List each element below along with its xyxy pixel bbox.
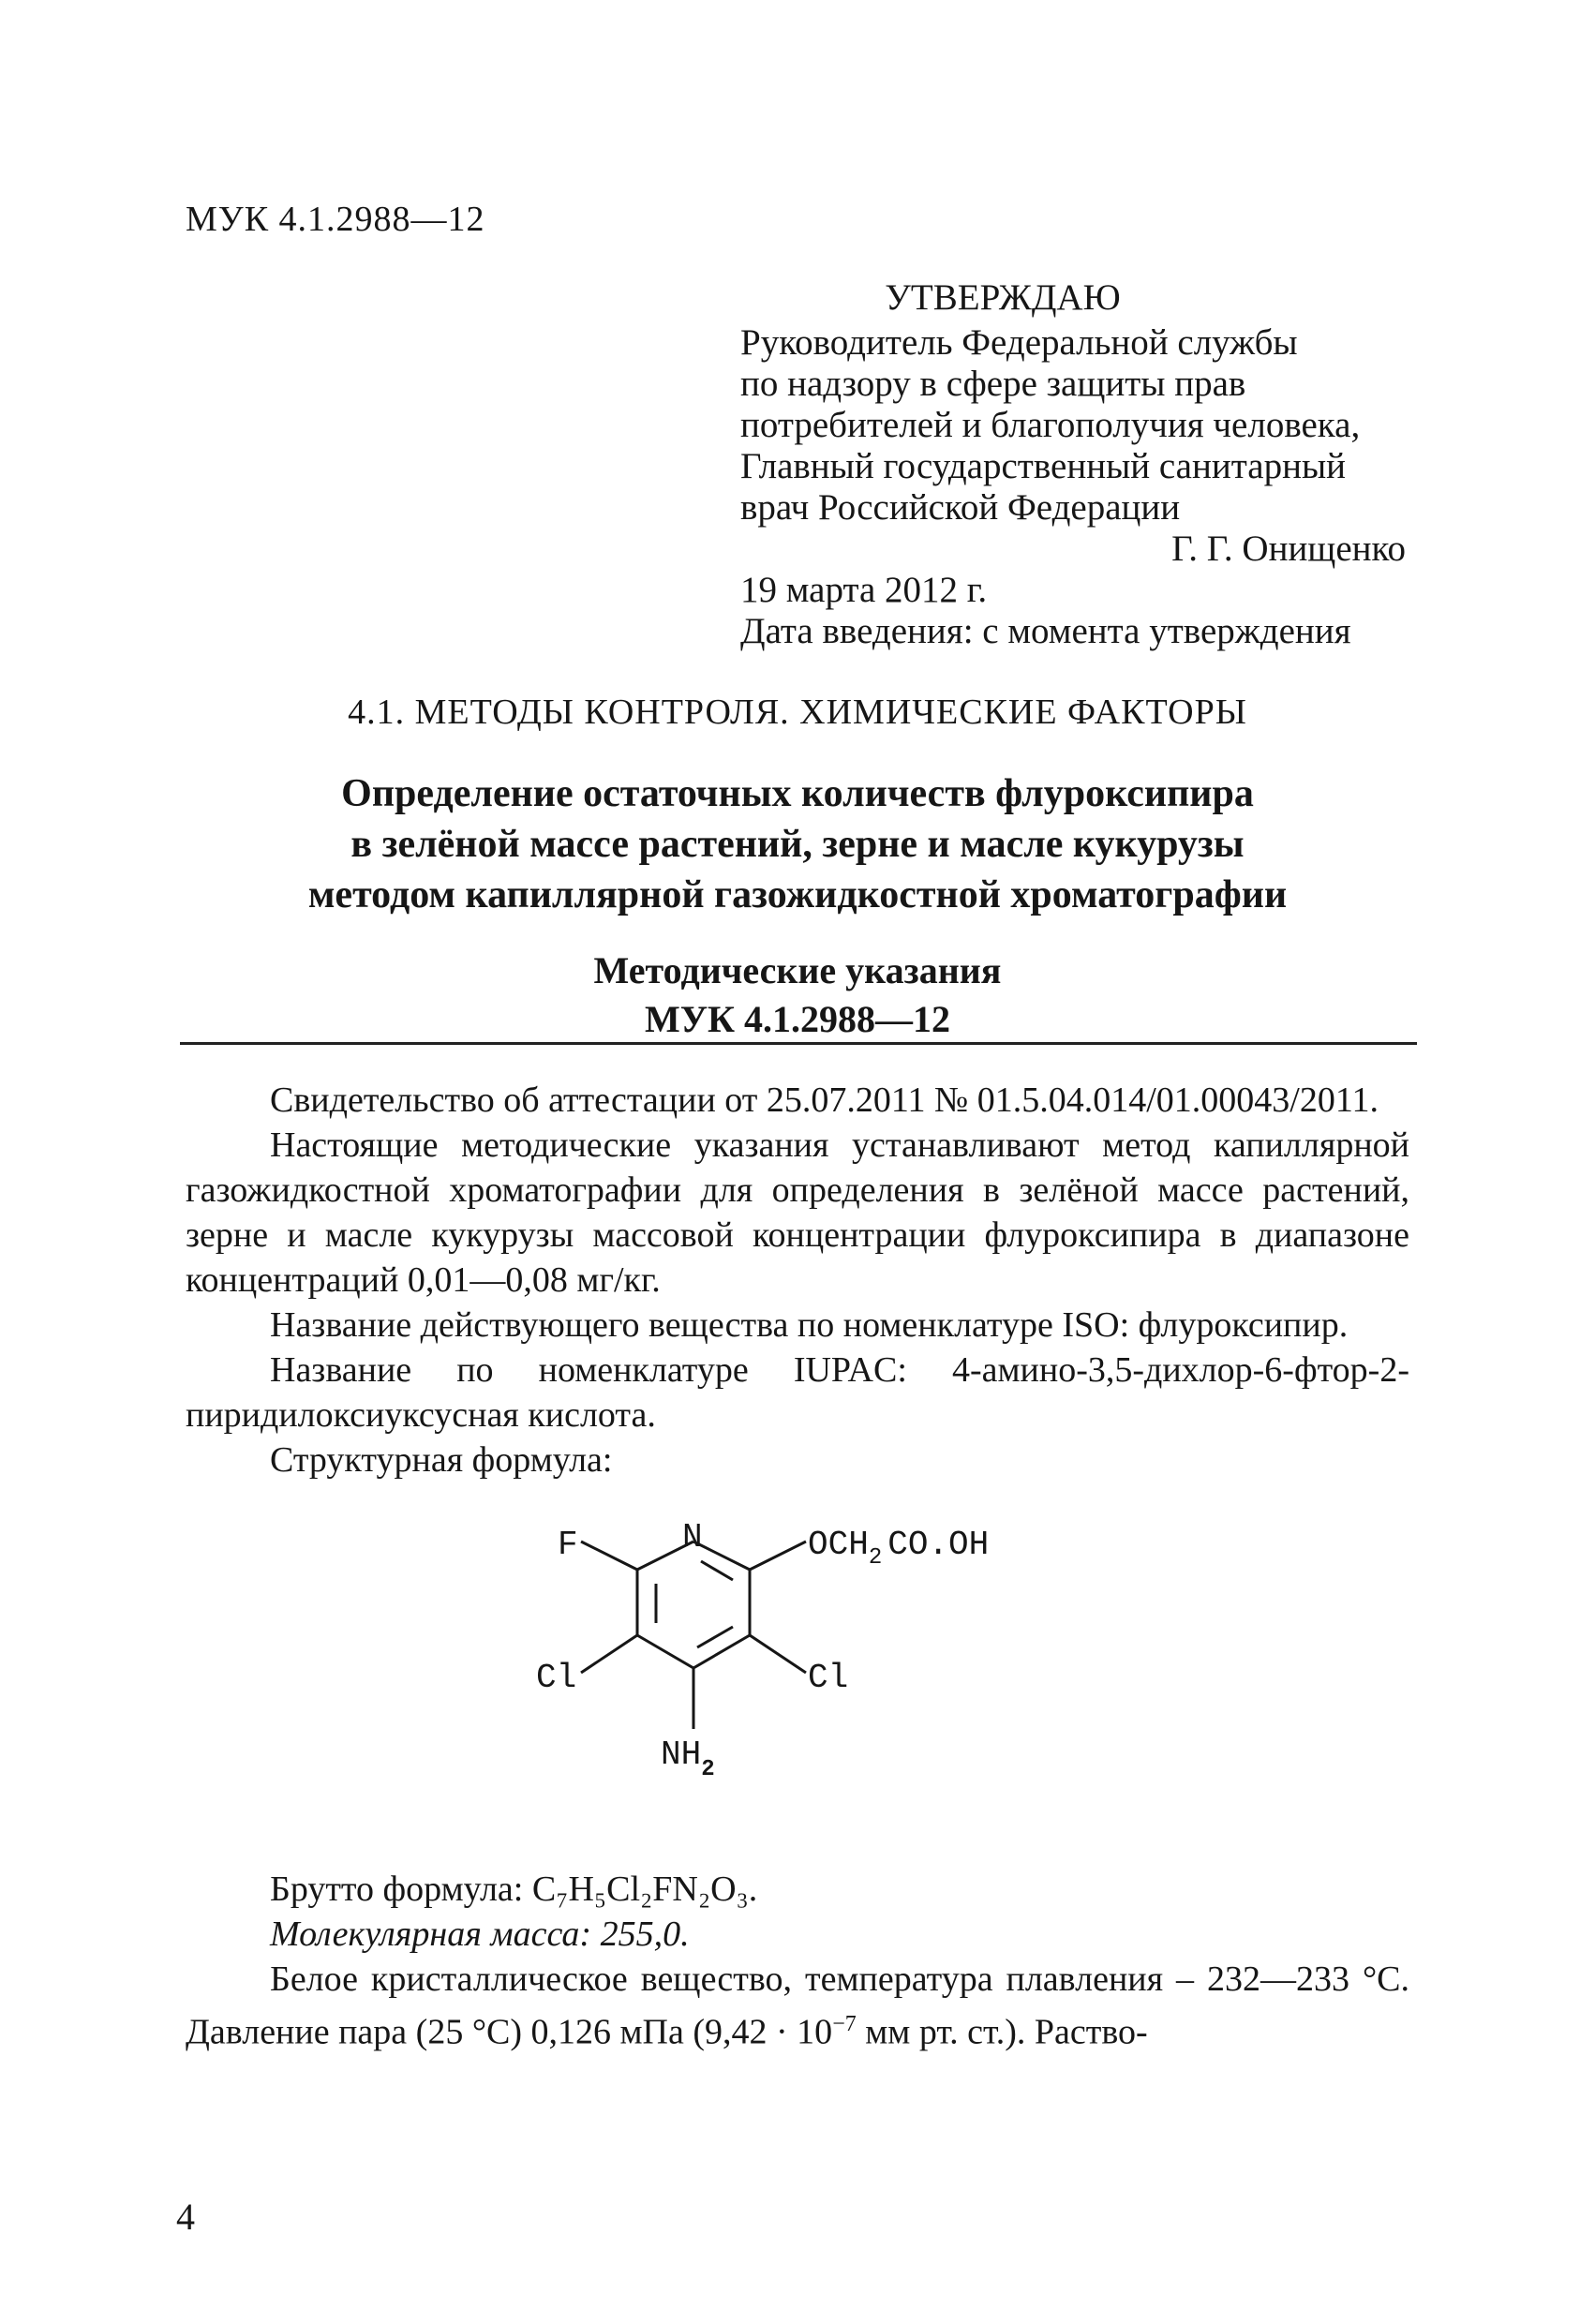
approval-line: по надзору в сфере защиты прав (740, 364, 1246, 404)
molar-mass: Молекулярная масса: 255,0. (270, 1914, 690, 1954)
chlorine-right-label: Cl (808, 1659, 849, 1697)
title-line: в зелёной массе растений, зерне и масле кукурузы (350, 823, 1245, 866)
section-title: 4.1. МЕТОДЫ КОНТРОЛЯ. ХИМИЧЕСКИЕ ФАКТОРЫ (348, 693, 1247, 732)
approval-block (740, 277, 1415, 652)
approval-line: потребителей и благополучия человека, (740, 405, 1361, 445)
ring-double-bond (701, 1561, 733, 1580)
title-divider (180, 1042, 1417, 1045)
approval-signatory: Г. Г. Онищенко (1171, 529, 1406, 569)
subtitle-line: Методические указания (593, 949, 1002, 991)
ether-group-label: $OCH_2$ CO.OH (808, 1526, 990, 1571)
page-number: 4 (176, 2196, 195, 2238)
structural-formula-diagram (487, 1518, 1162, 1827)
body-intro (186, 1078, 1409, 1482)
document-subtitle (186, 946, 1409, 1044)
approval-effective-date: Дата введения: с момента утверждения (740, 611, 1351, 651)
approval-line: Руководитель Федеральной службы (740, 322, 1298, 363)
chlorine-left-bond (581, 1635, 637, 1673)
ring-bond (693, 1635, 750, 1668)
iso-name-paragraph: Название действующего вещества по номенклатуре ISO: флуроксипир. (270, 1305, 1349, 1345)
gross-formula: Брутто формула: C₇H₅Cl₂FN₂O₃. (270, 1870, 758, 1909)
scope-paragraph: Настоящие методические указания устанавливают метод капиллярной газожидкостной хроматографии для определения в зелёной массе растений, зерне и масле кукурузы массовой концентрации флуроксипира в диапазоне концентраций 0,01—0,08 мг/кг. (186, 1125, 1409, 1300)
amino-group-label: $NH_2$ (661, 1736, 715, 1782)
iupac-name-paragraph: Название по номенклатуре IUPAC: 4-амино-3,5-дихлор-6-фтор-2-пиридилоксиуксусная кислота. (186, 1350, 1409, 1435)
body-properties (186, 1867, 1409, 2055)
certificate-paragraph: Свидетельство об аттестации от 25.07.2011 № 01.5.04.014/01.00043/2011. (270, 1080, 1379, 1120)
chlorine-left-label: Cl (536, 1659, 577, 1697)
ether-bond (750, 1542, 806, 1570)
structural-formula-label: Структурная формула: (270, 1440, 613, 1480)
approval-date: 19 марта 2012 г. (740, 570, 988, 610)
approval-title: УТВЕРЖДАЮ (885, 277, 1121, 318)
subtitle-line: МУК 4.1.2988—12 (644, 998, 951, 1040)
document-code: МУК 4.1.2988—12 (186, 200, 485, 239)
ring-double-bond (697, 1627, 733, 1647)
fluorine-bond (581, 1542, 637, 1570)
structural-formula (487, 1518, 1162, 1827)
document-title (186, 768, 1409, 920)
title-line: Определение остаточных количеств флуроксипира (341, 772, 1254, 815)
approval-line: врач Российской Федерации (740, 487, 1181, 528)
title-line: методом капиллярной газожидкостной хроматографии (307, 873, 1288, 916)
fluorine-label: F (558, 1526, 578, 1564)
chlorine-right-bond (750, 1635, 806, 1673)
ring-bond (637, 1635, 693, 1668)
approval-line: Главный государственный санитарный (740, 446, 1347, 486)
properties-paragraph: Белое кристаллическое вещество, температура плавления – 232—233 °С. Давление пара (25 °С) 0,126 мПа ($9,42 \cdot 10^{-7}$ мм рт. ст.). Раство- (186, 1959, 1409, 2052)
nitrogen-label: N (682, 1518, 703, 1557)
